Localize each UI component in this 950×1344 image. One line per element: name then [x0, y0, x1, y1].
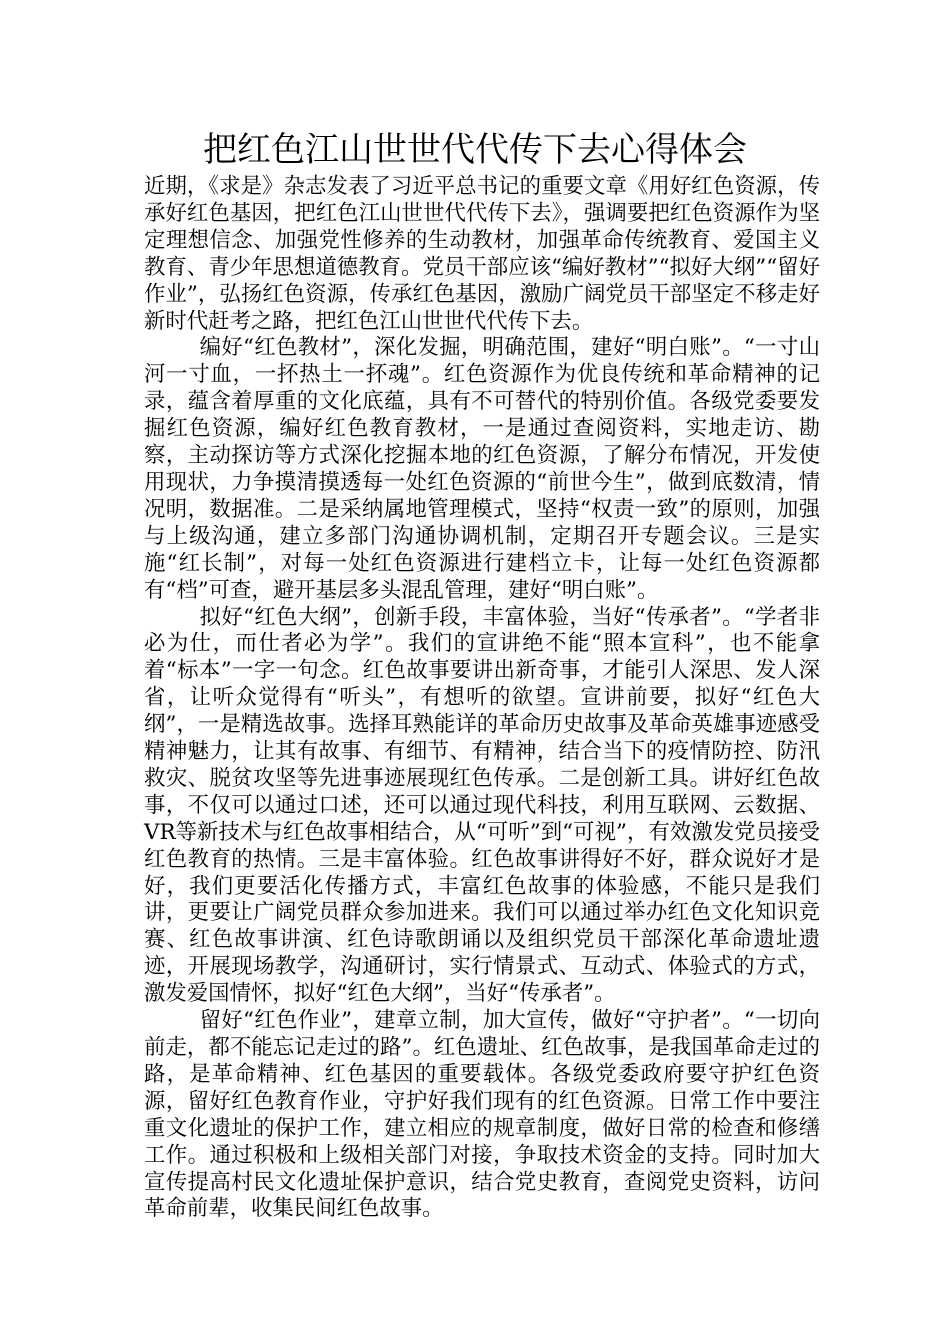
- intro-paragraph: 近期，《求是》杂志发表了习近平总书记的重要文章《用好红色资源，传承好红色基因，把红色江山世世代代传下去》，强调要把红色资源作为坚定理想信念、加强党性修养的生动教材，加强革命传统教育、爱国主义教育、青少年思想道德教育。党员干部应该“编好教材”“拟好大纲”“留好作业”，弘扬红色资源，传承红色基因，激励广阔党员干部坚定不移走好新时代赶考之路，把红色江山世世代代传下去。: [144, 174, 820, 334]
- paragraph-red-homework: 留好“红色作业”，建章立制，加大宣传，做好“守护者”。“一切向前走，都不能忘记走过的路”。红色遗址、红色故事，是我国革命走过的路，是革命精神、红色基因的重要载体。各级党委政府要守护红色资源，留好红色教育作业，守护好我们现有的红色资源。日常工作中要注重文化遗址的保护工作，建立相应的规章制度，做好日常的检查和修缮工作。通过积极和上级相关部门对接，争取技术资金的支持。同时加大宣传提高村民文化遗址保护意识，结合党史教育，查阅党史资料，访问革命前辈，收集民间红色故事。: [144, 1008, 820, 1222]
- paragraph-red-textbook: 编好“红色教材”，深化发掘，明确范围，建好“明白账”。“一寸山河一寸血，一抔热土一抔魂”。红色资源作为优良传统和革命精神的记录，蕴含着厚重的文化底蕴，具有不可替代的特别价值。各级党委要发掘红色资源，编好红色教育教材，一是通过查阅资料，实地走访、勘察，主动探访等方式深化挖掘本地的红色资源，了解分布情况，开发使用现状，力争摸清摸透每一处红色资源的“前世今生”，做到底数清，情况明，数据准。二是采纳属地管理模式，坚持“权责一致”的原则，加强与上级沟通，建立多部门沟通协调机制，定期召开专题会议。三是实施“红长制”，对每一处红色资源进行建档立卡，让每一处红色资源都有“档”可查，避开基层多头混乱管理，建好“明白账”。: [144, 335, 820, 603]
- document-body: [144, 174, 820, 1223]
- document-title: 把红色江山世世代代传下去心得体会: [203, 130, 747, 170]
- paragraph-red-outline: 拟好“红色大纲”，创新手段，丰富体验，当好“传承者”。“学者非必为仕，而仕者必为学”。我们的宣讲绝不能“照本宣科”，也不能拿着“标本”一字一句念。红色故事要讲出新奇事，才能引人深思、发人深省，让听众觉得有“听头”，有想听的欲望。宣讲前要，拟好“红色大纲”，一是精选故事。选择耳熟能详的革命历史故事及革命英雄事迹感受精神魅力，让其有故事、有细节、有精神，结合当下的疫情防控、防汛救灾、脱贫攻坚等先进事迹展现红色传承。二是创新工具。讲好红色故事，不仅可以通过口述，还可以通过现代科技，利用互联网、云数据、VR等新技术与红色故事相结合，从“可听”到“可视”，有效激发党员接受红色教育的热情。三是丰富体验。红色故事讲得好不好，群众说好才是好，我们更要活化传播方式，丰富红色故事的体验感，不能只是我们讲，更要让广阔党员群众参加进来。我们可以通过举办红色文化知识竞赛、红色故事讲演、红色诗歌朗诵以及组织党员干部深化革命遗址遗迹，开展现场教学，沟通研讨，实行情景式、互动式、体验式的方式，激发爱国情怀，拟好“红色大纲”，当好“传承者”。: [144, 604, 820, 1007]
